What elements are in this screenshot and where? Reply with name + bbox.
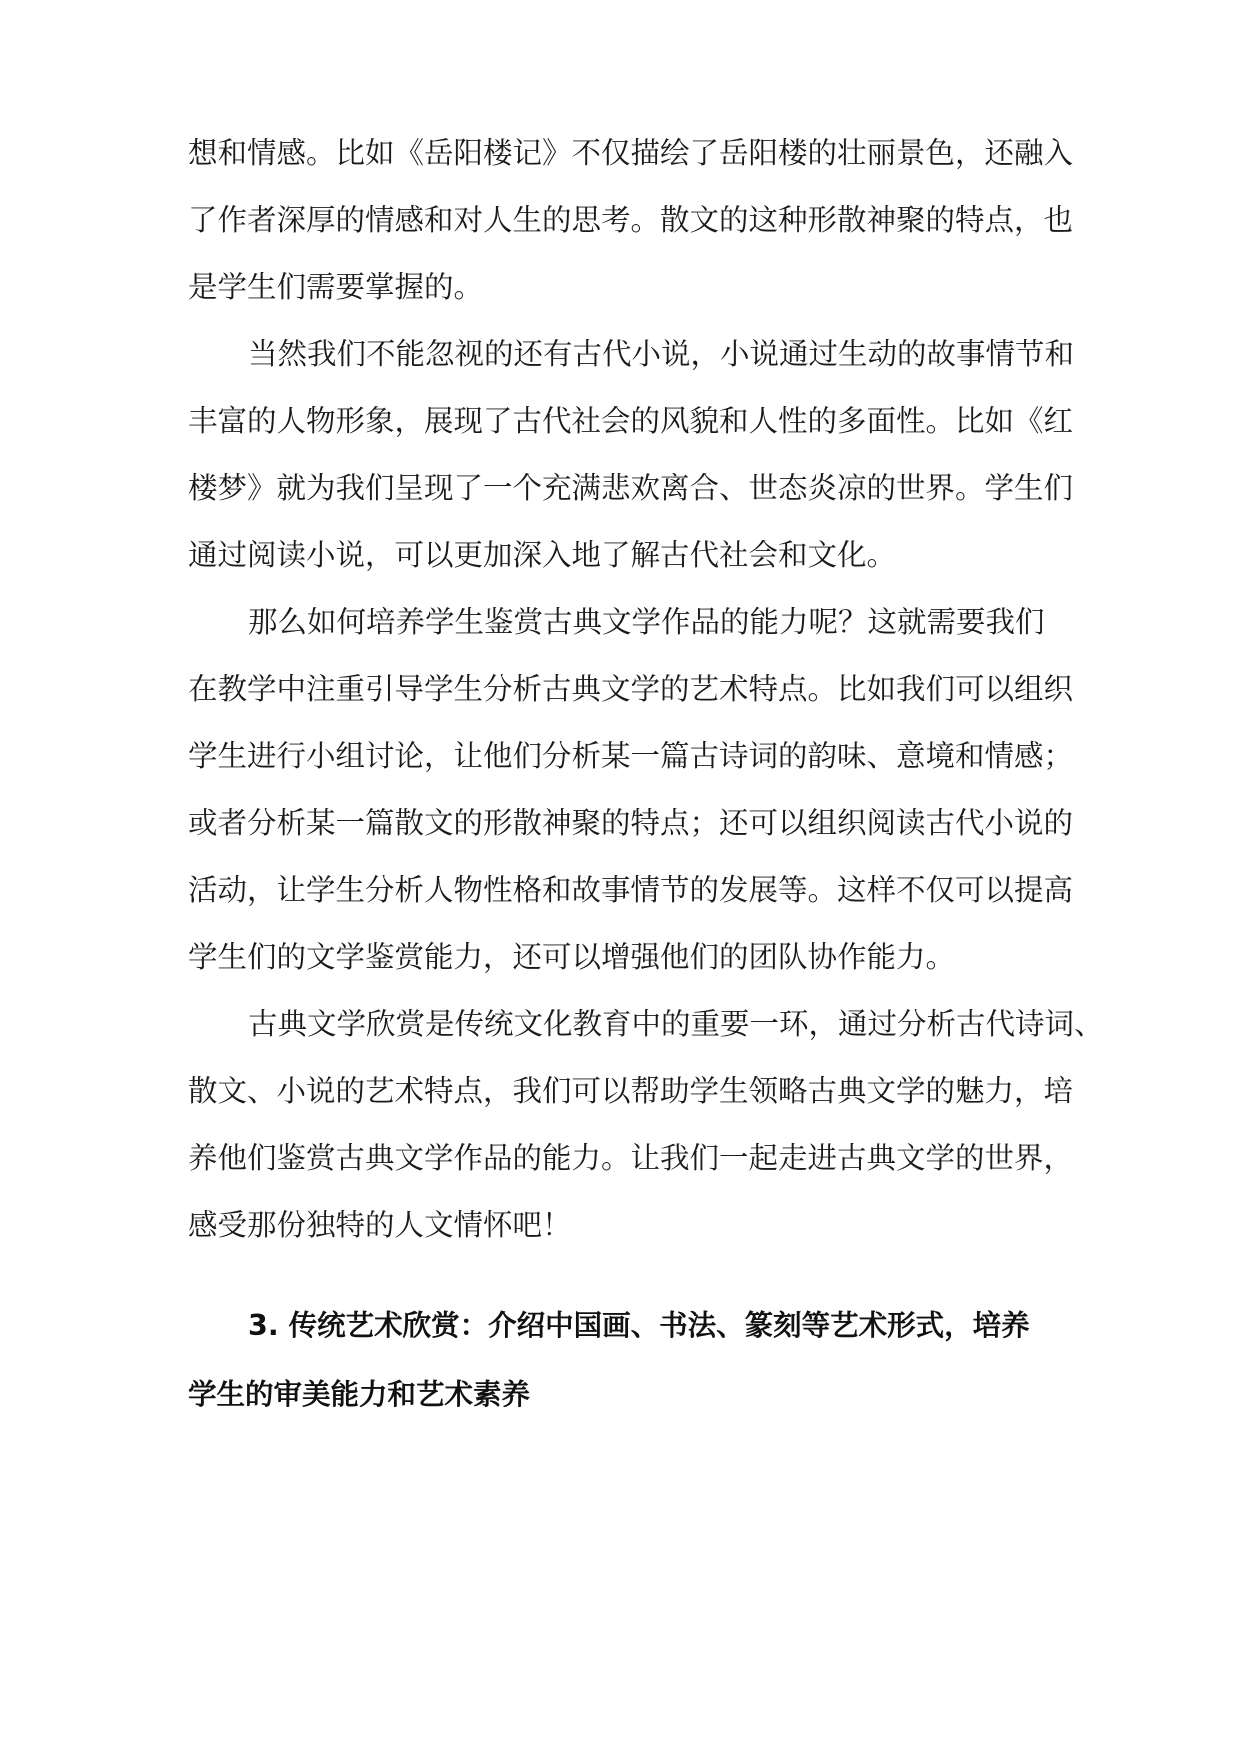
heading-line: 3. 传统艺术欣赏：介绍中国画、书法、篆刻等艺术形式，培养 [248,1309,1030,1342]
text-line: 想和情感。比如《岳阳楼记》不仅描绘了岳阳楼的壮丽景色，还融入 [188,136,1074,170]
text-line: 学生们的文学鉴赏能力，还可以增强他们的团队协作能力。 [188,940,956,974]
text-line: 了作者深厚的情感和对人生的思考。散文的这种形散神聚的特点，也 [188,203,1074,237]
text-line: 散文、小说的艺术特点，我们可以帮助学生领略古典文学的魅力，培 [188,1074,1074,1108]
text-line: 是学生们需要掌握的。 [188,270,484,304]
text-line: 或者分析某一篇散文的形散神聚的特点；还可以组织阅读古代小说的 [188,806,1074,840]
text-line: 当然我们不能忽视的还有古代小说，小说通过生动的故事情节和 [248,337,1075,371]
text-line: 在教学中注重引导学生分析古典文学的艺术特点。比如我们可以组织 [188,672,1074,706]
text-line: 楼梦》就为我们呈现了一个充满悲欢离合、世态炎凉的世界。学生们 [188,471,1074,505]
text-line: 那么如何培养学生鉴赏古典文学作品的能力呢？这就需要我们 [248,605,1045,639]
text-line: 丰富的人物形象，展现了古代社会的风貌和人性的多面性。比如《红 [188,404,1074,438]
heading-line: 学生的审美能力和艺术素养 [188,1378,531,1411]
text-line: 养他们鉴赏古典文学作品的能力。让我们一起走进古典文学的世界， [188,1141,1074,1175]
text-line: 通过阅读小说，可以更加深入地了解古代社会和文化。 [188,538,897,572]
text-line: 学生进行小组讨论，让他们分析某一篇古诗词的韵味、意境和情感； [188,739,1074,773]
text-line: 感受那份独特的人文情怀吧！ [188,1208,572,1242]
text-line: 古典文学欣赏是传统文化教育中的重要一环，通过分析古代诗词、 [248,1007,1104,1041]
text-line: 活动，让学生分析人物性格和故事情节的发展等。这样不仅可以提高 [188,873,1074,907]
